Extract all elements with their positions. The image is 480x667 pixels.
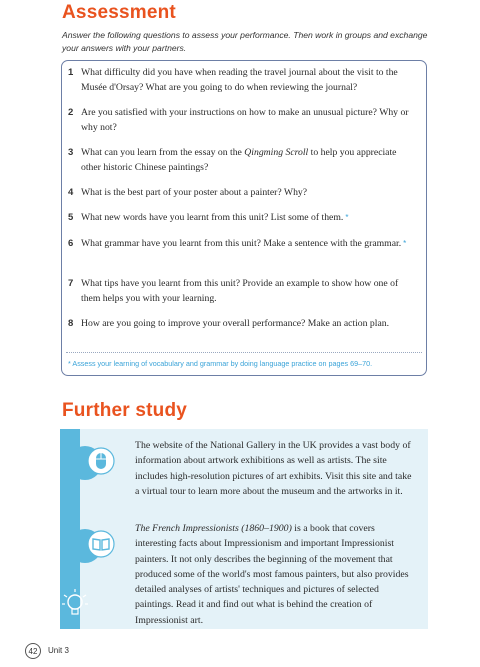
question-5 — [68, 210, 418, 225]
page-number: 42 — [25, 643, 41, 659]
question-number: 8 — [68, 318, 74, 329]
question-number: 7 — [68, 278, 74, 289]
further-study-item-website: The website of the National Gallery in the UK provides a vast body of information about artwork exhibitions as well as artists. The site includes high-resolution pictures of art exhibits. Visit this site and take a virtual tour to learn more about the museum and the artworks in it. — [135, 440, 412, 497]
further-study-heading: Further study — [62, 400, 188, 421]
question-text: What difficulty did you have when reading the travel journal about the visit to the Musée d'Orsay? What are you going to do when reviewing the journal? — [81, 67, 398, 93]
question-number: 6 — [68, 238, 74, 249]
question-8 — [68, 316, 418, 331]
question-4 — [68, 185, 418, 200]
computer-mouse-icon — [86, 446, 116, 476]
assessment-intro: Answer the following questions to assess your performance. Then work in groups and exchange your answers with your partners. — [62, 30, 428, 53]
assessment-questions-box — [61, 60, 427, 376]
further-study-item-book: The French Impressionists (1860–1900) is a book that covers interesting facts about Impressionism and important Impressionist painters. It not only describes the beginning of the movement that produced some of the world's most famous painters, but also provides detailed analyses of artists' techniques and pictures of selected paintings. Read it and find out what is behind the creation of Impressionist art. — [135, 523, 409, 626]
footnote-marker: * — [345, 213, 349, 222]
question-number: 4 — [68, 187, 74, 198]
question-text: Are you satisfied with your instructions on how to make an unusual picture? Why or why not? — [81, 107, 409, 133]
assessment-heading: Assessment — [62, 2, 176, 23]
light-bulb-icon — [60, 585, 94, 625]
book-title: The French Impressionists (1860–1900) — [135, 523, 292, 534]
question-number: 2 — [68, 107, 74, 118]
question-text: What can you learn from the essay on the Qingming Scroll to help you appreciate other historic Chinese paintings? — [81, 147, 397, 173]
unit-label: Unit 3 — [48, 646, 69, 655]
question-number: 5 — [68, 212, 74, 223]
question-3 — [68, 145, 418, 175]
question-2 — [68, 105, 418, 135]
question-number: 1 — [68, 67, 74, 78]
question-text: What is the best part of your poster about a painter? Why? — [81, 187, 308, 198]
question-1 — [68, 65, 418, 95]
question-text: How are you going to improve your overall performance? Make an action plan. — [81, 318, 390, 329]
question-text: What grammar have you learnt from this unit? Make a sentence with the grammar. * — [81, 238, 407, 249]
scroll-title: Qingming Scroll — [244, 147, 309, 158]
footnote-marker: * — [403, 239, 407, 248]
assessment-footnote: * Assess your learning of vocabulary and grammar by doing language practice on pages 69–70. — [68, 359, 373, 368]
open-book-icon — [86, 529, 116, 559]
question-6 — [68, 236, 418, 251]
question-number: 3 — [68, 147, 74, 158]
question-text: What new words have you learnt from this unit? List some of them. * — [81, 212, 349, 223]
question-text: What tips have you learnt from this unit? Provide an example to show how one of them helps you with your learning. — [81, 278, 399, 304]
question-7 — [68, 276, 418, 306]
dotted-divider — [66, 352, 422, 353]
